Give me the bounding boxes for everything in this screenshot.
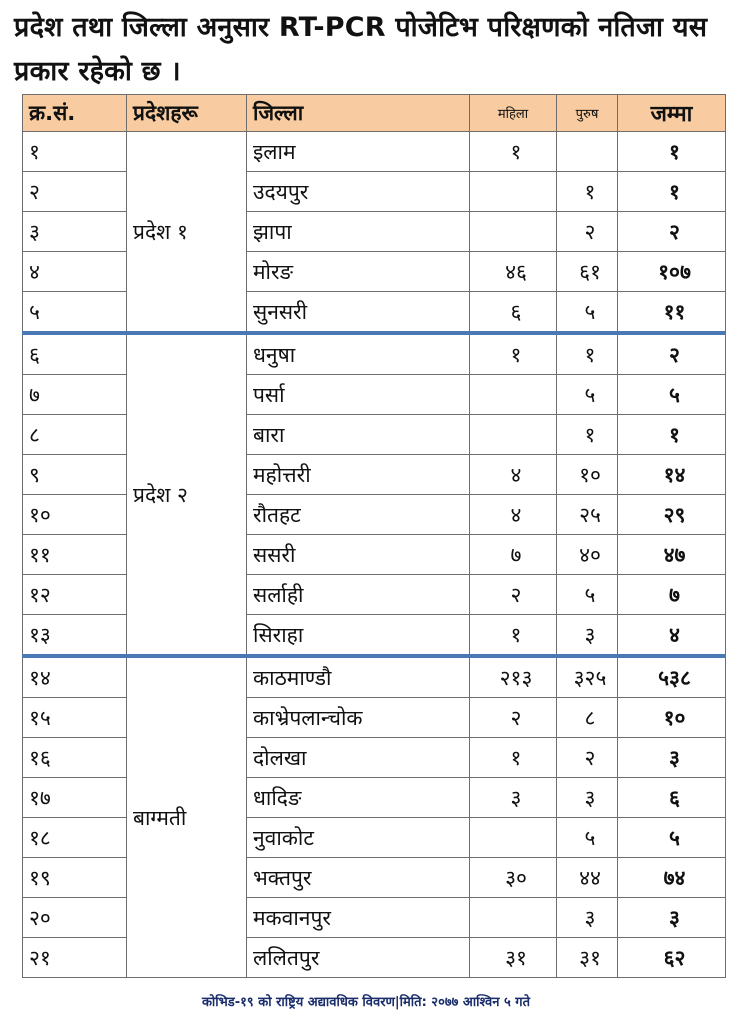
male-count-cell: ३ [557, 898, 618, 938]
total-count-cell: १०७ [618, 252, 726, 292]
total-count-cell: ५ [618, 375, 726, 415]
total-count-cell: १० [618, 698, 726, 738]
male-count-cell: १ [557, 333, 618, 375]
female-count-cell: १ [470, 615, 557, 657]
female-count-cell: २१३ [470, 656, 557, 698]
total-count-cell: ४७ [618, 535, 726, 575]
district-cell: इलाम [247, 132, 470, 172]
district-cell: काभ्रेपलान्चोक [247, 698, 470, 738]
district-cell: मोरङ [247, 252, 470, 292]
male-count-cell: ३ [557, 615, 618, 657]
page-title: प्रदेश तथा जिल्ला अनुसार RT-PCR पोजेटिभ परिक्षणको नतिजा यस प्रकार रहेको छ । [14, 12, 708, 87]
male-count-cell: ८ [557, 698, 618, 738]
serial-number-cell: १ [23, 132, 127, 172]
province-cell: प्रदेश २ [127, 333, 247, 656]
female-count-cell: ३ [470, 778, 557, 818]
district-cell: महोत्तरी [247, 455, 470, 495]
male-count-cell: १ [557, 415, 618, 455]
female-count-cell [470, 172, 557, 212]
female-count-cell: ४ [470, 495, 557, 535]
district-cell: धादिङ [247, 778, 470, 818]
district-cell: ललितपुर [247, 938, 470, 978]
serial-number-cell: १० [23, 495, 127, 535]
district-cell: नुवाकोट [247, 818, 470, 858]
female-count-cell [470, 212, 557, 252]
total-count-cell: १ [618, 172, 726, 212]
table-header-row [23, 95, 726, 132]
district-cell: झापा [247, 212, 470, 252]
total-count-cell: १४ [618, 455, 726, 495]
serial-number-cell: ४ [23, 252, 127, 292]
district-cell: काठमाण्डौ [247, 656, 470, 698]
serial-number-cell: १७ [23, 778, 127, 818]
female-count-cell: ३० [470, 858, 557, 898]
female-count-cell [470, 415, 557, 455]
district-cell: धनुषा [247, 333, 470, 375]
male-count-cell: १ [557, 172, 618, 212]
district-cell: सिराहा [247, 615, 470, 657]
female-count-cell: ६ [470, 292, 557, 334]
female-count-cell [470, 818, 557, 858]
female-count-cell: ४६ [470, 252, 557, 292]
male-count-cell: २५ [557, 495, 618, 535]
header-male: पुरुष [557, 95, 618, 132]
total-count-cell: १ [618, 132, 726, 172]
serial-number-cell: २० [23, 898, 127, 938]
female-count-cell: २ [470, 575, 557, 615]
serial-number-cell: २ [23, 172, 127, 212]
serial-number-cell: २१ [23, 938, 127, 978]
district-cell: सुनसरी [247, 292, 470, 334]
male-count-cell: ५ [557, 575, 618, 615]
serial-number-cell: ७ [23, 375, 127, 415]
serial-number-cell: १३ [23, 615, 127, 657]
serial-number-cell: १९ [23, 858, 127, 898]
total-count-cell: ३ [618, 738, 726, 778]
total-count-cell: १ [618, 415, 726, 455]
header-female: महिला [470, 95, 557, 132]
total-count-cell: ५ [618, 818, 726, 858]
female-count-cell [470, 375, 557, 415]
table-row [23, 132, 726, 172]
district-cell: उदयपुर [247, 172, 470, 212]
header-sn: क्र.सं. [23, 95, 127, 132]
province-cell: बाग्मती [127, 656, 247, 978]
male-count-cell: ४४ [557, 858, 618, 898]
total-count-cell: ३ [618, 898, 726, 938]
female-count-cell: ३१ [470, 938, 557, 978]
serial-number-cell: १८ [23, 818, 127, 858]
header-district: जिल्ला [247, 95, 470, 132]
male-count-cell: ६१ [557, 252, 618, 292]
serial-number-cell: ८ [23, 415, 127, 455]
total-count-cell: ७४ [618, 858, 726, 898]
table-body [23, 132, 726, 978]
serial-number-cell: ३ [23, 212, 127, 252]
district-cell: ससरी [247, 535, 470, 575]
serial-number-cell: १२ [23, 575, 127, 615]
female-count-cell: ४ [470, 455, 557, 495]
serial-number-cell: १६ [23, 738, 127, 778]
female-count-cell: १ [470, 333, 557, 375]
male-count-cell: ३ [557, 778, 618, 818]
total-count-cell: ६२ [618, 938, 726, 978]
serial-number-cell: ११ [23, 535, 127, 575]
male-count-cell: ४० [557, 535, 618, 575]
total-count-cell: ६ [618, 778, 726, 818]
male-count-cell: ५ [557, 818, 618, 858]
district-cell: भक्तपुर [247, 858, 470, 898]
male-count-cell: ५ [557, 375, 618, 415]
footer-note: कोभिड-१९ को राष्ट्रिय अद्यावधिक विवरण|मिति: २०७७ आश्विन ५ गते [201, 995, 531, 1010]
female-count-cell: १ [470, 738, 557, 778]
total-count-cell: २ [618, 212, 726, 252]
serial-number-cell: १५ [23, 698, 127, 738]
province-cell: प्रदेश १ [127, 132, 247, 334]
male-count-cell: ५ [557, 292, 618, 334]
district-cell: पर्सा [247, 375, 470, 415]
table-row [23, 333, 726, 375]
total-count-cell: २ [618, 333, 726, 375]
district-cell: रौतहट [247, 495, 470, 535]
female-count-cell: २ [470, 698, 557, 738]
total-count-cell: ११ [618, 292, 726, 334]
male-count-cell: २ [557, 738, 618, 778]
total-count-cell: ४ [618, 615, 726, 657]
male-count-cell [557, 132, 618, 172]
total-count-cell: ७ [618, 575, 726, 615]
male-count-cell: १० [557, 455, 618, 495]
serial-number-cell: ६ [23, 333, 127, 375]
female-count-cell: ७ [470, 535, 557, 575]
header-total: जम्मा [618, 95, 726, 132]
male-count-cell: ३१ [557, 938, 618, 978]
results-table [22, 94, 726, 978]
serial-number-cell: ९ [23, 455, 127, 495]
district-cell: बारा [247, 415, 470, 455]
female-count-cell [470, 898, 557, 938]
total-count-cell: ५३८ [618, 656, 726, 698]
district-cell: सर्लाही [247, 575, 470, 615]
total-count-cell: २९ [618, 495, 726, 535]
male-count-cell: ३२५ [557, 656, 618, 698]
header-province: प्रदेशहरू [127, 95, 247, 132]
district-cell: मकवानपुर [247, 898, 470, 938]
male-count-cell: २ [557, 212, 618, 252]
female-count-cell: १ [470, 132, 557, 172]
table-row [23, 656, 726, 698]
serial-number-cell: १४ [23, 656, 127, 698]
serial-number-cell: ५ [23, 292, 127, 334]
district-cell: दोलखा [247, 738, 470, 778]
